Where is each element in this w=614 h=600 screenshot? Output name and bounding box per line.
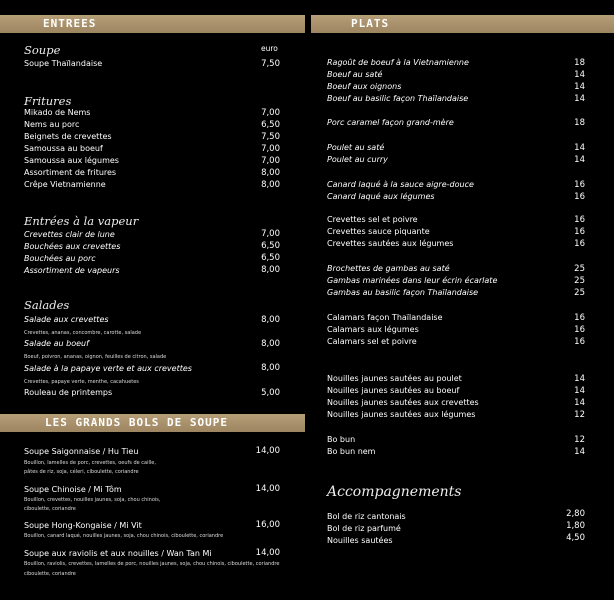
soupe-note: pâtes de riz, soja, céleri, ciboulette, coriandre — [24, 469, 139, 475]
plat-name: Crevettes sautées aux légumes — [327, 239, 454, 248]
soupes-header: LES GRANDS BOLS DE SOUPE — [45, 416, 228, 429]
accompagnement-name: Bol de riz parfumé — [327, 524, 401, 533]
plat-name: Crevettes sel et poivre — [327, 215, 418, 224]
menu-item-price: 8,00 — [261, 168, 280, 178]
soupes-banner — [0, 414, 305, 432]
menu-item-name: Bouchées aux crevettes — [24, 242, 121, 251]
plat-price: 16 — [574, 180, 585, 190]
plat-name: Nouilles jaunes sautées au poulet — [327, 374, 462, 383]
plat-name: Calamars sel et poivre — [327, 337, 417, 346]
soupe-note: Bouillon, crevettes, nouilles jaunes, soja, chou chinois, — [24, 497, 161, 503]
plat-price: 25 — [574, 288, 585, 298]
menu-item-name: Salade à la papaye verte et aux crevettes — [24, 364, 192, 373]
section-title-accompagnements: Accompagnements — [327, 484, 462, 500]
plat-name: Crevettes sauce piquante — [327, 227, 430, 236]
menu-item-name: Salade au boeuf — [24, 339, 89, 348]
plat-price: 14 — [574, 94, 585, 104]
menu-item-name: Assortiment de fritures — [24, 168, 117, 177]
menu-item-note: Crevettes, ananas, concombre, carotte, salade — [24, 330, 142, 336]
plat-name: Brochettes de gambas au saté — [327, 264, 450, 273]
plat-price: 14 — [574, 374, 585, 384]
plat-price: 14 — [574, 398, 585, 408]
plat-price: 12 — [574, 435, 585, 445]
plat-price: 16 — [574, 239, 585, 249]
plat-name: Nouilles jaunes sautées aux crevettes — [327, 398, 479, 407]
plat-price: 12 — [574, 410, 585, 420]
plats-banner — [311, 15, 614, 33]
plat-name: Calamars façon Thaïlandaise — [327, 313, 443, 322]
menu-item-name: Nems au porc — [24, 120, 80, 129]
plat-price: 16 — [574, 325, 585, 335]
menu-item-name: Beignets de crevettes — [24, 132, 112, 141]
plat-name: Nouilles jaunes sautées aux légumes — [327, 410, 476, 419]
menu-item-price: 7,00 — [261, 156, 280, 166]
soupe-price: 16,00 — [255, 520, 280, 530]
plat-price: 16 — [574, 227, 585, 237]
menu-item-price: 6,50 — [261, 253, 280, 263]
soupe-name: Soupe Hong-Kongaise / Mi Vit — [24, 521, 142, 530]
section-title-vapeur: Entrées à la vapeur — [24, 214, 139, 228]
plat-name: Boeuf au saté — [327, 70, 383, 79]
plat-name: Gambas marinées dans leur écrin écarlate — [327, 276, 498, 285]
plat-name: Nouilles jaunes sautées au boeuf — [327, 386, 460, 395]
menu-item-price: 6,50 — [261, 241, 280, 251]
plat-price: 18 — [574, 118, 585, 128]
section-title-soupe: Soupe — [24, 43, 61, 57]
currency-label: euro — [261, 44, 278, 53]
menu-item-price: 7,00 — [261, 108, 280, 118]
plat-price: 14 — [574, 82, 585, 92]
section-title-fritures: Fritures — [24, 94, 72, 108]
plat-name: Canard laqué à la sauce aigre-douce — [327, 180, 474, 189]
plat-price: 16 — [574, 313, 585, 323]
soupe-note: ciboulette, coriandre — [24, 571, 76, 577]
plat-price: 14 — [574, 386, 585, 396]
plat-price: 16 — [574, 192, 585, 202]
menu-item-price: 8,00 — [261, 265, 280, 275]
plat-name: Canard laqué aux légumes — [327, 192, 435, 201]
plat-name: Ragoût de boeuf à la Vietnamienne — [327, 58, 469, 67]
accompagnement-name: Nouilles sautées — [327, 536, 393, 545]
accompagnement-price: 1,80 — [566, 521, 585, 531]
soupe-name: Soupe aux raviolis et aux nouilles / Wan Tan Mi — [24, 549, 212, 558]
entrees-banner — [0, 15, 305, 33]
plat-name: Porc caramel façon grand-mère — [327, 118, 454, 127]
menu-item-name: Samoussa au boeuf — [24, 144, 103, 153]
accompagnement-price: 4,50 — [566, 533, 585, 543]
plat-name: Bo bun nem — [327, 447, 376, 456]
plat-name: Bo bun — [327, 435, 356, 444]
plat-price: 14 — [574, 143, 585, 153]
plat-price: 25 — [574, 264, 585, 274]
plats-header: PLATS — [351, 17, 390, 30]
plat-name: Boeuf aux oignons — [327, 82, 402, 91]
menu-item-name: Salade aux crevettes — [24, 315, 109, 324]
menu-item-name: Bouchées au porc — [24, 254, 96, 263]
plat-name: Boeuf au basilic façon Thaïlandaise — [327, 94, 469, 103]
soupe-price: 14,00 — [255, 548, 280, 558]
menu-item-price: 6,50 — [261, 120, 280, 130]
plat-name: Gambas au basilic façon Thaïlandaise — [327, 288, 479, 297]
soupe-price: 14,00 — [255, 446, 280, 456]
menu-item-name: Crevettes clair de lune — [24, 230, 115, 239]
plat-price: 16 — [574, 337, 585, 347]
soupe-price: 14,00 — [255, 484, 280, 494]
menu-item-note: Boeuf, poivron, ananas, oignon, feuilles de citron, salade — [24, 354, 167, 360]
menu-item-price: 5,00 — [261, 388, 280, 398]
menu-item-price: 8,00 — [261, 339, 280, 349]
menu-item-price: 8,00 — [261, 315, 280, 325]
menu-item-name: Rouleau de printemps — [24, 388, 113, 397]
menu-item-name: Mikado de Nems — [24, 108, 91, 117]
menu-item-price: 7,50 — [261, 132, 280, 142]
soupe-note: Bouillon, raviolis, crevettes, lamelles de porc, nouilles jaunes, soja, chou chinois, ciboulette, coriandre — [24, 561, 280, 567]
soupe-note: Bouillon, lamelles de porc, crevettes, oeufs de caille, — [24, 460, 156, 466]
soupe-note: Bouillon, canard laqué, nouilles jaunes, soja, chou chinois, ciboulette, coriandre — [24, 533, 224, 539]
menu-item-note: Crevettes, papaye verte, menthe, cacahuetes — [24, 379, 139, 385]
plat-name: Poulet au curry — [327, 155, 388, 164]
soupe-name: Soupe Chinoise / Mi Tôm — [24, 485, 122, 494]
section-title-salades: Salades — [24, 298, 70, 312]
plat-price: 16 — [574, 215, 585, 225]
menu-item-name: Soupe Thaïlandaise — [24, 59, 103, 68]
plat-price: 25 — [574, 276, 585, 286]
plat-name: Calamars aux légumes — [327, 325, 419, 334]
plat-price: 14 — [574, 70, 585, 80]
soupe-name: Soupe Saigonnaise / Hu Tieu — [24, 447, 139, 456]
plat-price: 14 — [574, 155, 585, 165]
menu-item-price: 7,00 — [261, 229, 280, 239]
menu-item-price: 8,00 — [261, 180, 280, 190]
menu-item-price: 7,50 — [261, 59, 280, 69]
menu-item-price: 7,00 — [261, 144, 280, 154]
entrees-header: ENTREES — [43, 17, 97, 30]
plat-name: Poulet au saté — [327, 143, 385, 152]
soupe-note: ciboulette, coriandre — [24, 506, 76, 512]
menu-item-name: Crêpe Vietnamienne — [24, 180, 106, 189]
menu-item-name: Assortiment de vapeurs — [24, 266, 120, 275]
plat-price: 18 — [574, 58, 585, 68]
menu-item-price: 8,00 — [261, 363, 280, 373]
menu-item-name: Samoussa aux légumes — [24, 156, 119, 165]
accompagnement-price: 2,80 — [566, 509, 585, 519]
plat-price: 14 — [574, 447, 585, 457]
accompagnement-name: Bol de riz cantonais — [327, 512, 406, 521]
